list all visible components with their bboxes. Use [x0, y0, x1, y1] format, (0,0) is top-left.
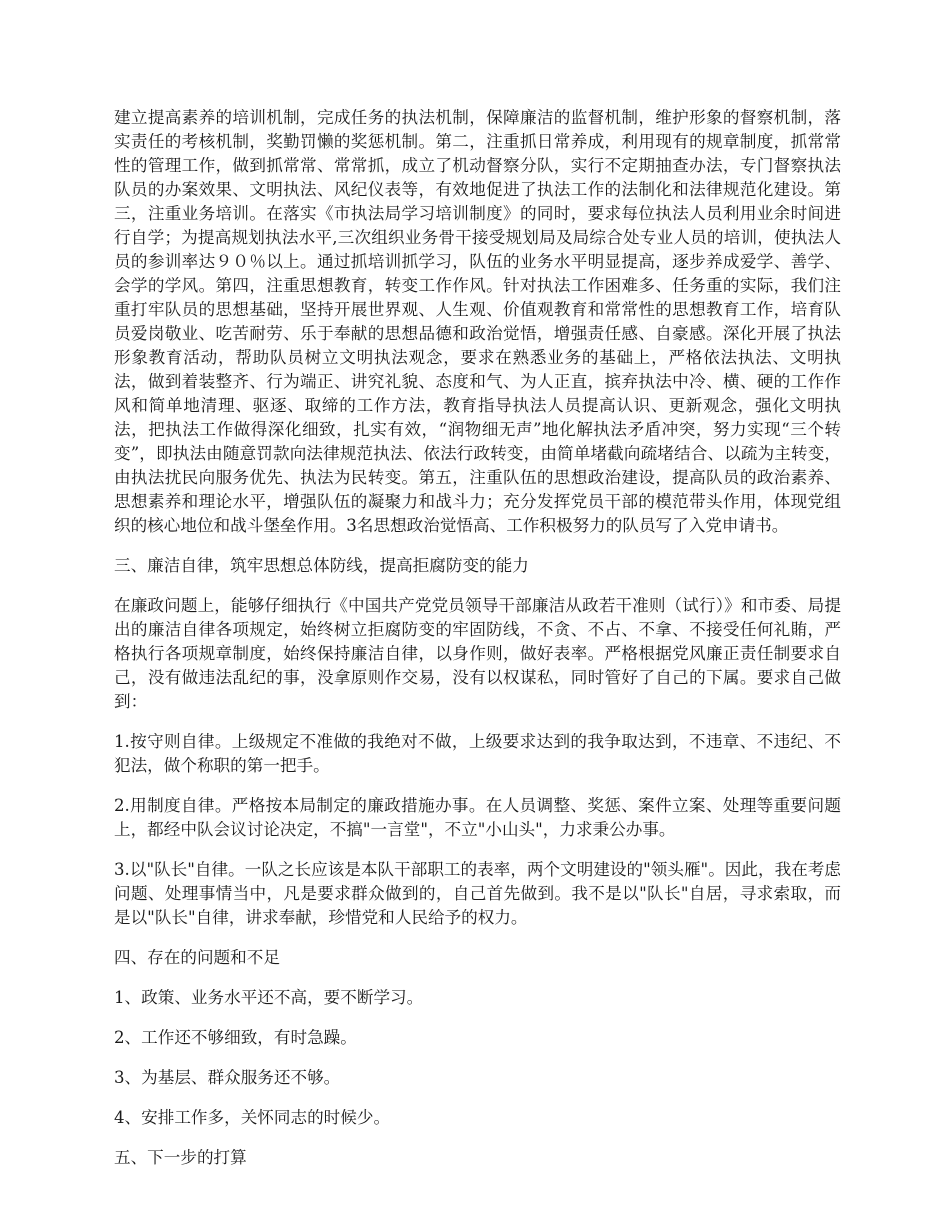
list-item-system: 2.用制度自律。严格按本局制定的廉政措施办事。在人员调整、奖惩、案件立案、处理等重要问题上，都经中队会议讨论决定，不搞"一言堂"，不立"小山头"，力求秉公办事。 — [114, 796, 841, 839]
section-heading-problems: 四、存在的问题和不足 — [114, 948, 280, 967]
problem-item-3: 3、为基层、群众服务还不够。 — [114, 1068, 341, 1087]
problem-item-1: 1、政策、业务水平还不高，要不断学习。 — [114, 988, 424, 1007]
problem-item-2: 2、工作还不够细致，有时急躁。 — [114, 1028, 357, 1047]
paragraph-integrity: 在廉政问题上，能够仔细执行《中国共产党党员领导干部廉洁从政若干准则（试行）》和市委、局提出的廉洁自律各项规定，始终树立拒腐防变的牢固防线，不贪、不占、不拿、不接受任何礼賄，严格执行各项规章制度，始终保持廉洁自律，以身作则，做好表率。严格根据党风廉正责任制要求自己，没有做违法乱纪的事，没拿原则作交易，没有以权谋私，同时管好了自己的下属。要求自己做到： — [114, 596, 841, 711]
section-heading-next-steps: 五、下一步的打算 — [114, 1148, 247, 1167]
list-item-rules: 1.按守则自律。上级规定不准做的我绝对不做，上级要求达到的我争取达到，不违章、不违纪、不犯法，做个称职的第一把手。 — [114, 732, 841, 775]
problem-item-4: 4、安排工作多，关怀同志的时候少。 — [114, 1108, 391, 1127]
section-heading-integrity: 三、廉洁自律，筑牢思想总体防线，提高拒腐防变的能力 — [114, 556, 529, 575]
paragraph-training-mechanisms: 建立提高素养的培训机制，完成任务的执法机制，保障廉洁的监督机制，维护形象的督察机制，落实责任的考核机制，奖勤罚懒的奖惩机制。第二，注重抓日常养成，利用现有的规章制度，抓常常性的管理工作，做到抓常常、常常抓，成立了机动督察分队，实行不定期抽查办法，专门督察执法队员的办案效果、文明执法、风纪仪表等，有效地促进了执法工作的法制化和法律规范化建设。第三，注重业务培训。在落实《市执法局学习培训制度》的同时，要求每位执法人员利用业余时间进行自学；为提高规划执法水平,三次组织业务骨干接受规划局及局综合处专业人员的培训，使执法人员的参训率达９０％以上。通过抓培训抓学习，队伍的业务水平明显提高，逐步养成爱学、善学、会学的学风。第四，注重思想教育，转变工作作风。针对执法工作困难多、任务重的实际，我们注重打牢队员的思想基础，坚持开展世界观、人生观、价值观教育和常常性的思想教育工作，培育队员爱岗敬业、吃苦耐劳、乐于奉献的思想品德和政治觉悟，增强责任感、自豪感。深化开展了执法形象教育活动，帮助队员树立文明执法观念，要求在熟悉业务的基础上，严格依法执法、文明执法，做到着装整齐、行为端正、讲究礼貌、态度和气、为人正直，摈弃执法中冷、横、硬的工作作风和简单地清理、驱逐、取缔的工作方法，教育指导执法人员提高认识、更新观念，强化文明执法，把执法工作做得深化细致，扎实有效，“润物细无声”地化解执法矛盾冲突，努力实现“三个转变”，即执法由随意罚款向法律规范执法、依法行政转变，由简单堵截向疏堵结合、以疏为主转变，由执法扰民向服务优先、执法为民转变。第五，注重队伍的思想政治建设，提高队员的政治素养、思想素养和理论水平，增强队伍的凝聚力和战斗力；充分发挥党员干部的模范带头作用，体现党组织的核心地位和战斗堡垒作用。3名思想政治觉悟高、工作积极努力的队员写了入党申请书。 — [114, 108, 841, 535]
document-body — [114, 106, 841, 1186]
list-item-captain: 3.以"队长"自律。一队之长应该是本队干部职工的表率，两个文明建设的"领头雁"。因此，我在考虑问题、处理事情当中，凡是要求群众做到的，自己首先做到。我不是以"队长"自居，寻求索取，而是以"队长"自律，讲求奉献，珍惜党和人民给予的权力。 — [114, 860, 841, 927]
